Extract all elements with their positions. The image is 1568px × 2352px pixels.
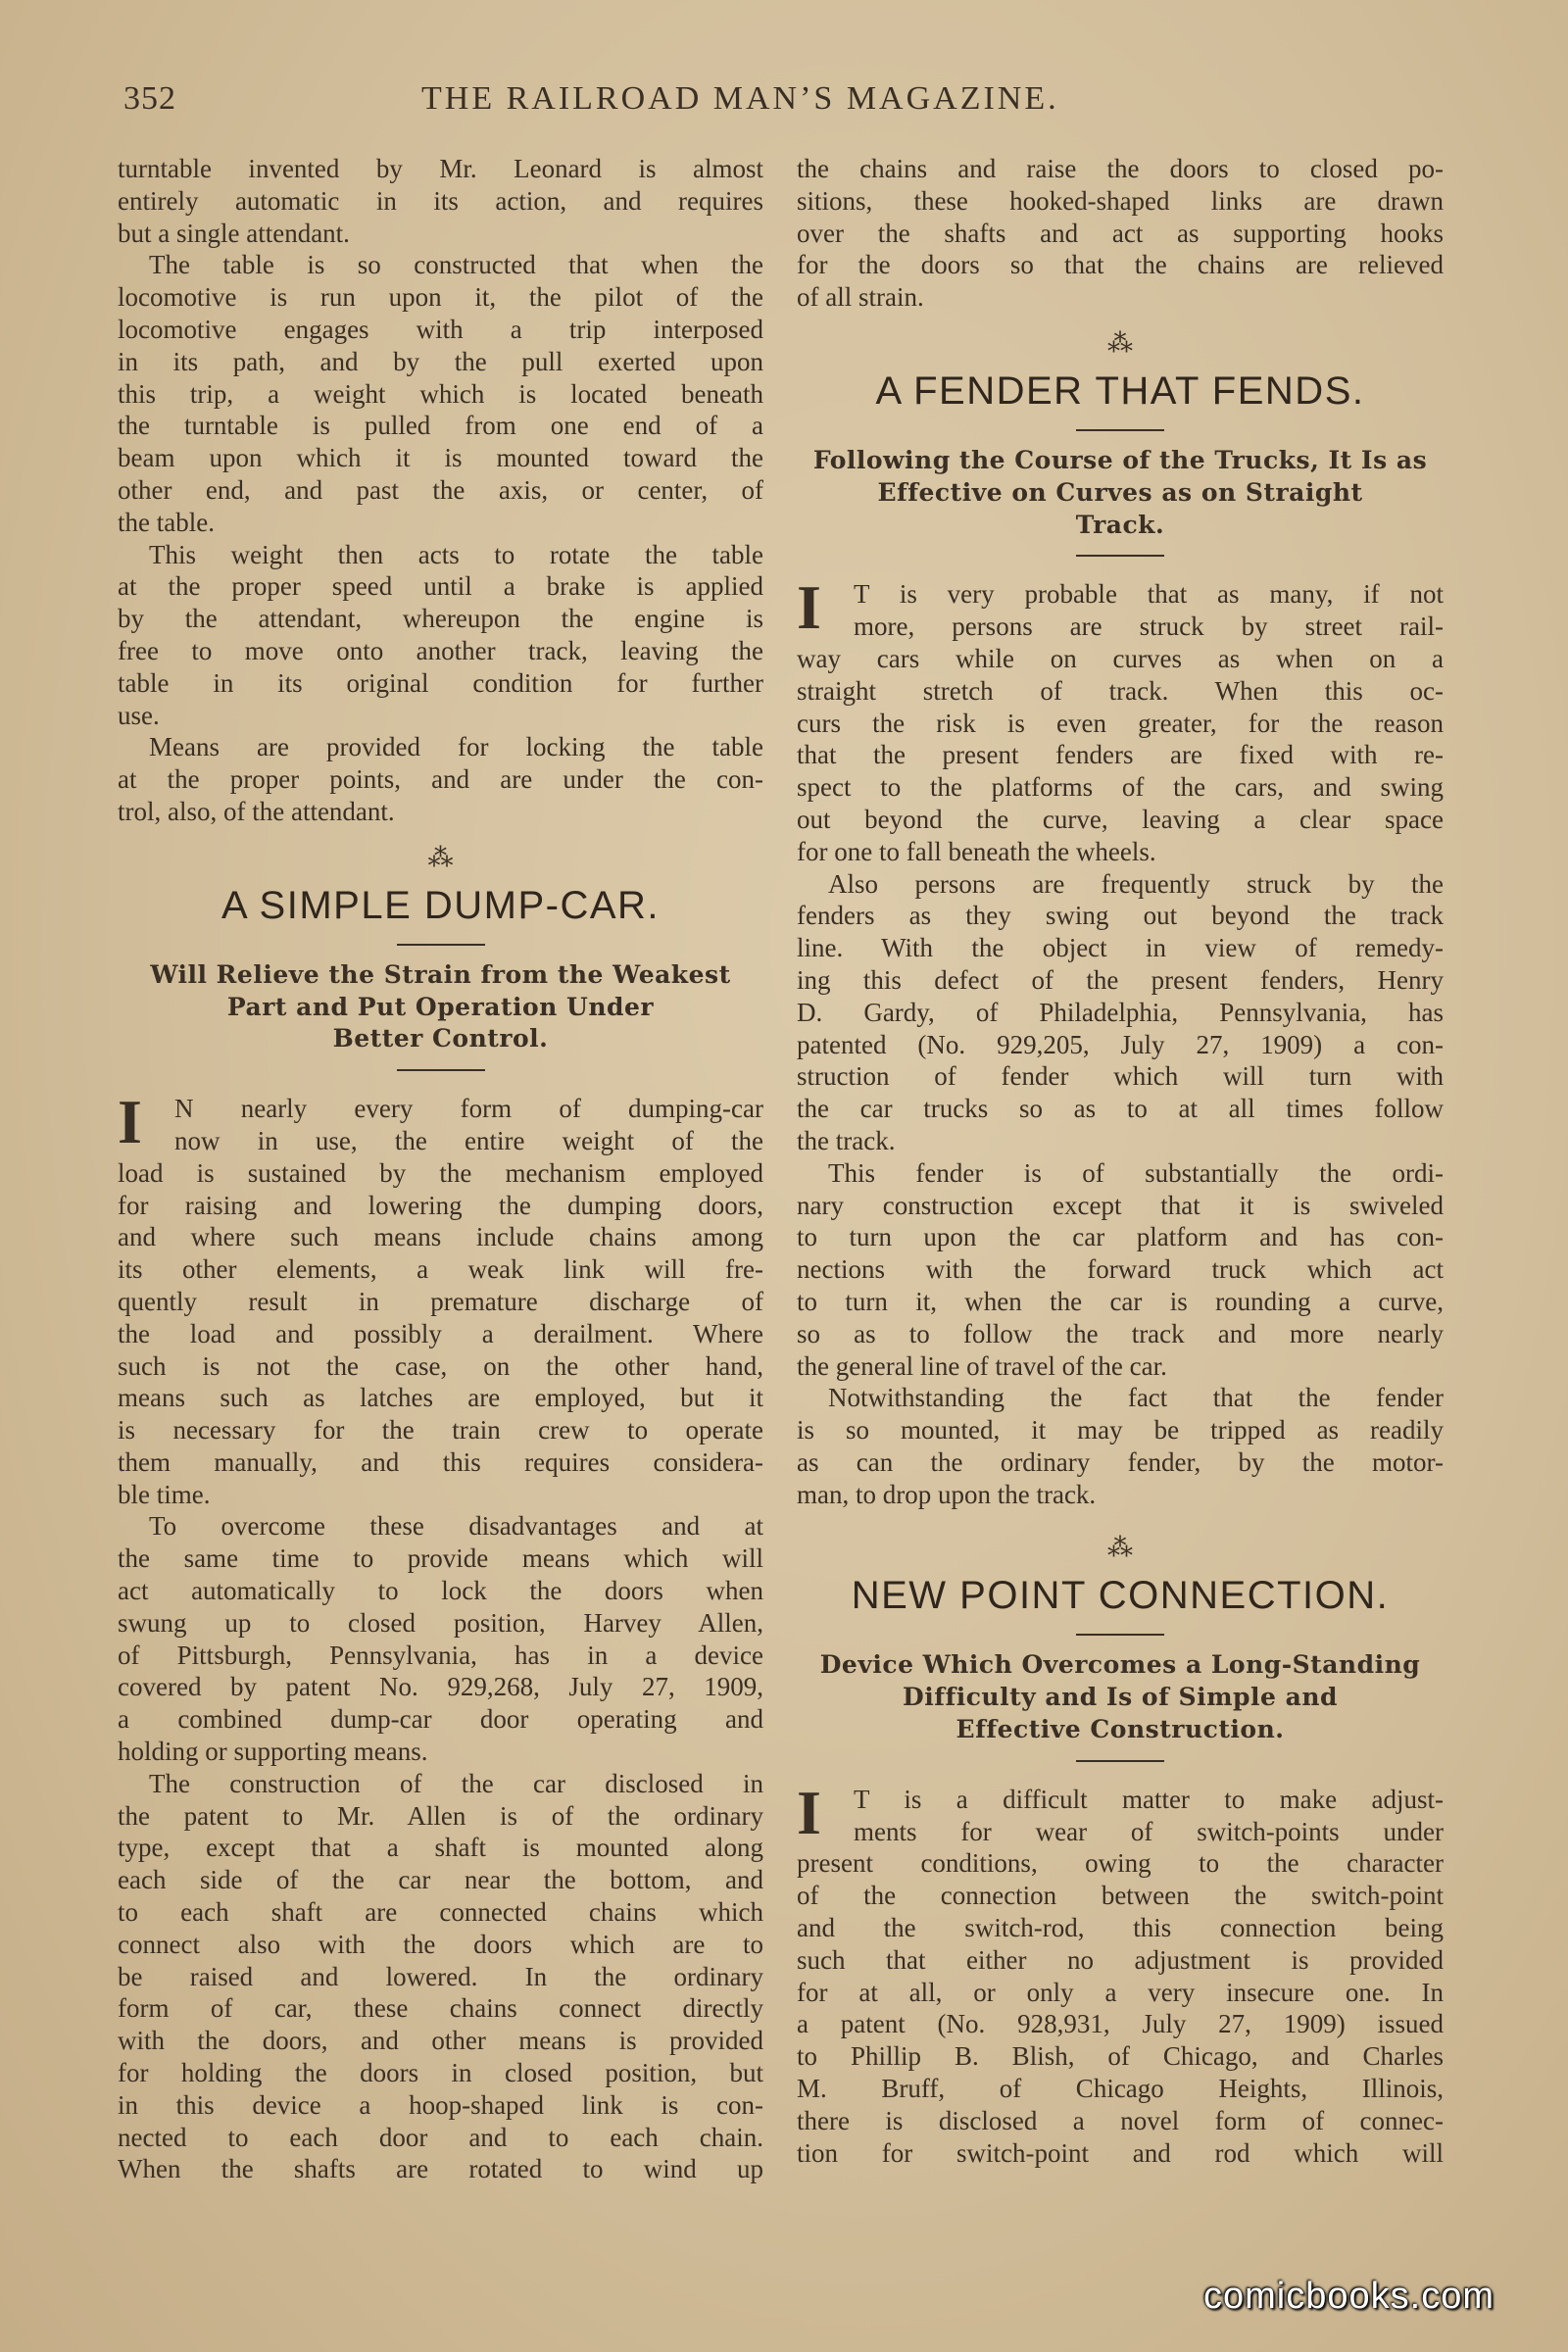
left-column	[118, 153, 763, 2185]
fender-line: fenders as they swing out beyond the track	[797, 901, 1444, 931]
fender-line: as can the ordinary fender, by the motor-	[797, 1446, 1444, 1477]
spacer	[118, 1071, 763, 1093]
fender-line: the car trucks so as to at all times follow	[797, 1094, 1444, 1124]
fender-title: A FENDER THAT FENDS.	[875, 368, 1365, 413]
page-number: 352	[123, 80, 176, 117]
dump-car-line: and where such means include chains among	[118, 1222, 763, 1252]
fender-line: the track.	[797, 1125, 896, 1155]
fender-subtitle-line: Following the Course of the Trucks, It Is as	[812, 445, 1428, 474]
intro-line: Means are provided for locking the table	[149, 732, 763, 762]
intro-line: trol, also, of the attendant.	[118, 796, 395, 826]
fender-line: way cars while on curves as when on a	[797, 643, 1444, 673]
point-connection-line: a patent (No. 928,931, July 27, 1909) issued	[797, 2009, 1444, 2039]
dump-car-line: for raising and lowering the dumping doors,	[118, 1190, 763, 1220]
intro-line: at the proper points, and are under the con-	[118, 764, 763, 795]
point-connection-line: ments for wear of switch-points under	[854, 1816, 1444, 1846]
spacer	[797, 1636, 1444, 1649]
drop-cap: I	[797, 1777, 821, 1847]
intro-line: The table is so constructed that when the	[149, 250, 763, 280]
point-connection-line: there is disclosed a novel form of connec-	[797, 2105, 1444, 2135]
fender-subtitle-line: Track.	[1075, 510, 1165, 539]
dump-car-line: nected to each door and to each chain.	[118, 2122, 763, 2152]
dump-car-subtitle-line: Better Control.	[332, 1024, 549, 1054]
running-head: THE RAILROAD MAN’S MAGAZINE.	[421, 80, 1059, 117]
dump-car-line: for holding the doors in closed position, but	[118, 2058, 763, 2088]
dump-car-line: connect also with the doors which are to	[118, 1929, 763, 1959]
continuation-line: of all strain.	[797, 282, 924, 313]
dump-car-line: to each shaft are connected chains which	[118, 1897, 763, 1928]
intro-line: locomotive engages with a trip interposed	[118, 314, 763, 344]
dump-car-line: its other elements, a weak link will fre-	[118, 1254, 763, 1285]
intro-line: but a single attendant.	[118, 218, 350, 248]
dump-car-subtitle-line: Part and Put Operation Under	[226, 992, 655, 1021]
continuation-line: the chains and raise the doors to closed po-	[797, 154, 1444, 183]
fender-line: is so mounted, it may be tripped as readily	[797, 1415, 1444, 1446]
dump-car-line: quently result in premature discharge of	[118, 1286, 763, 1316]
spacer	[797, 1624, 1444, 1634]
dump-car-line: them manually, and this requires considera-	[118, 1446, 763, 1477]
fender-line: nary construction except that it is swiveled	[797, 1190, 1444, 1220]
intro-line: locomotive is run upon it, the pilot of the	[118, 282, 763, 313]
point-connection-line: of the connection between the switch-point	[797, 1881, 1444, 1911]
intro-line: the table.	[118, 507, 215, 537]
intro-line: other end, and past the axis, or center, of	[118, 474, 763, 505]
site-watermark: comicbooks.com	[1203, 2276, 1494, 2317]
continuation-line: for the doors so that the chains are relieved	[797, 250, 1444, 280]
dump-car-line: now in use, the entire weight of the	[174, 1125, 763, 1155]
fender-line: struction of fender which will turn with	[797, 1061, 1444, 1092]
dump-car-line: The construction of the car disclosed in	[149, 1768, 763, 1798]
fender-line: for one to fall beneath the wheels.	[797, 836, 1156, 866]
fender-subtitle-line: Effective on Curves as on Straight	[877, 477, 1363, 507]
intro-line: use.	[118, 700, 160, 730]
dump-car-line: To overcome these disadvantages and at	[149, 1511, 763, 1542]
intro-line: by the attendant, whereupon the engine is	[118, 604, 763, 634]
point-connection-subtitle-line: Difficulty and Is of Simple and	[903, 1683, 1338, 1712]
fender-line: spect to the platforms of the cars, and swing	[797, 772, 1444, 803]
drop-cap: I	[118, 1087, 142, 1157]
fender-line: straight stretch of track. When this oc-	[797, 675, 1444, 706]
fender-line: ing this defect of the present fenders, Henry	[797, 964, 1444, 995]
fender-line: curs the risk is even greater, for the reason	[797, 708, 1444, 738]
dump-car-title: A SIMPLE DUMP-CAR.	[220, 883, 661, 927]
fender-line: to turn it, when the car is rounding a curve,	[797, 1286, 1444, 1316]
dump-car-line: When the shafts are rotated to wind up	[118, 2154, 763, 2184]
intro-line: the turntable is pulled from one end of a	[118, 411, 763, 441]
point-connection-line: to Phillip B. Blish, of Chicago, and Charles	[797, 2041, 1444, 2072]
dump-car-line: act automatically to lock the doors when	[118, 1576, 763, 1606]
fender-line: patented (No. 929,205, July 27, 1909) a con-	[797, 1029, 1444, 1059]
spacer	[797, 1510, 1444, 1524]
intro-line: in its path, and by the pull exerted upon	[118, 346, 763, 376]
dump-car-line: N nearly every form of dumping-car	[174, 1094, 763, 1124]
point-connection-line: M. Bruff, of Chicago Heights, Illinois,	[797, 2074, 1444, 2104]
intro-line: this trip, a weight which is located beneath	[118, 378, 763, 409]
spacer	[797, 431, 1444, 445]
dump-car-line: form of car, these chains connect directly	[118, 1993, 763, 2024]
point-connection-line: and the switch-rod, this connection being	[797, 1913, 1444, 1943]
spacer	[797, 1762, 1444, 1784]
intro-line: entirely automatic in its action, and requires	[118, 185, 763, 216]
dump-car-line: holding or supporting means.	[118, 1737, 428, 1767]
fender-line: so as to follow the track and more nearly	[797, 1318, 1444, 1348]
point-connection-first-paragraph	[797, 1777, 1444, 1848]
dump-car-line: means such as latches are employed, but it	[118, 1383, 763, 1413]
dump-car-line: the load and possibly a derailment. Where	[118, 1318, 763, 1348]
intro-line: table in its original condition for further	[118, 667, 763, 698]
dump-car-line: the same time to provide means which will	[118, 1544, 763, 1574]
point-connection-line: tion for switch-point and rod which will	[797, 2137, 1444, 2168]
spacer	[797, 1746, 1444, 1760]
fender-line: D. Gardy, of Philadelphia, Pennsylvania, has	[797, 997, 1444, 1027]
spacer	[797, 541, 1444, 555]
dump-car-subtitle-line: Will Relieve the Strain from the Weakest	[150, 959, 731, 989]
fender-first-paragraph	[797, 572, 1444, 643]
page-header	[123, 80, 1446, 123]
fender-line: Notwithstanding the fact that the fender	[828, 1383, 1444, 1413]
dump-car-line: of Pittsburgh, Pennsylvania, has in a device	[118, 1640, 763, 1670]
intro-line: free to move onto another track, leaving the	[118, 635, 763, 665]
point-connection-line: such that either no adjustment is provided	[797, 1944, 1444, 1975]
drop-cap: I	[797, 572, 821, 643]
fender-line: This fender is of substantially the ordi-	[828, 1157, 1444, 1188]
intro-line: at the proper speed until a brake is applied	[118, 571, 763, 602]
continuation-line: sitions, these hooked-shaped links are drawn	[797, 185, 1444, 216]
spacer	[118, 1055, 763, 1069]
dump-car-line: in this device a hoop-shaped link is con-	[118, 2089, 763, 2120]
dump-car-line: the patent to Mr. Allen is of the ordinary	[118, 1800, 763, 1831]
intro-line: This weight then acts to rotate the table	[149, 539, 763, 569]
fender-line: to turn upon the car platform and has con-	[797, 1222, 1444, 1252]
fender-line: more, persons are struck by street rail-	[854, 612, 1444, 642]
fender-line: line. With the object in view of remedy-	[797, 933, 1444, 963]
dump-car-line: each side of the car near the bottom, and	[118, 1865, 763, 1895]
spacer	[797, 557, 1444, 578]
right-column	[797, 153, 1444, 2169]
dump-car-first-paragraph	[118, 1087, 763, 1157]
section-ornament: ⁂	[1107, 1534, 1133, 1563]
fender-line: T is very probable that as many, if not	[854, 579, 1444, 610]
fender-line: the general line of travel of the car.	[797, 1350, 1167, 1381]
intro-line: turntable invented by Mr. Leonard is almost	[118, 154, 763, 183]
dump-car-line: ble time.	[118, 1479, 211, 1509]
fender-line: Also persons are frequently struck by the	[828, 868, 1444, 899]
point-connection-title: NEW POINT CONNECTION.	[851, 1574, 1390, 1618]
spacer	[797, 419, 1444, 429]
fender-line: that the present fenders are fixed with re-	[797, 740, 1444, 770]
dump-car-line: covered by patent No. 929,268, July 27, 1909,	[118, 1672, 763, 1702]
fender-line: out beyond the curve, leaving a clear space	[797, 804, 1444, 834]
point-connection-subtitle-line: Effective Construction.	[956, 1715, 1285, 1744]
section-ornament: ⁂	[427, 843, 454, 872]
point-connection-line: present conditions, owing to the character	[797, 1848, 1444, 1879]
dump-car-line: load is sustained by the mechanism employed	[118, 1157, 763, 1188]
dump-car-line: be raised and lowered. In the ordinary	[118, 1961, 763, 1991]
point-connection-line: for at all, or only a very insecure one. In	[797, 1977, 1444, 2007]
fender-line: man, to drop upon the track.	[797, 1479, 1097, 1509]
dump-car-line: is necessary for the train crew to operate	[118, 1415, 763, 1446]
fender-line: nections with the forward truck which act	[797, 1254, 1444, 1285]
spacer	[118, 934, 763, 944]
point-connection-subtitle-line: Device Which Overcomes a Long-Standing	[819, 1650, 1421, 1680]
dump-car-line: type, except that a shaft is mounted along	[118, 1833, 763, 1863]
dump-car-line: with the doors, and other means is provided	[118, 2026, 763, 2056]
dump-car-line: swung up to closed position, Harvey Allen,	[118, 1607, 763, 1638]
intro-line: beam upon which it is mounted toward the	[118, 443, 763, 473]
section-ornament: ⁂	[1107, 328, 1133, 358]
continuation-line: over the shafts and act as supporting hooks	[797, 218, 1444, 248]
dump-car-line: such is not the case, on the other hand,	[118, 1350, 763, 1381]
point-connection-line: T is a difficult matter to make adjust-	[854, 1784, 1444, 1814]
spacer	[118, 946, 763, 959]
dump-car-line: a combined dump-car door operating and	[118, 1704, 763, 1735]
